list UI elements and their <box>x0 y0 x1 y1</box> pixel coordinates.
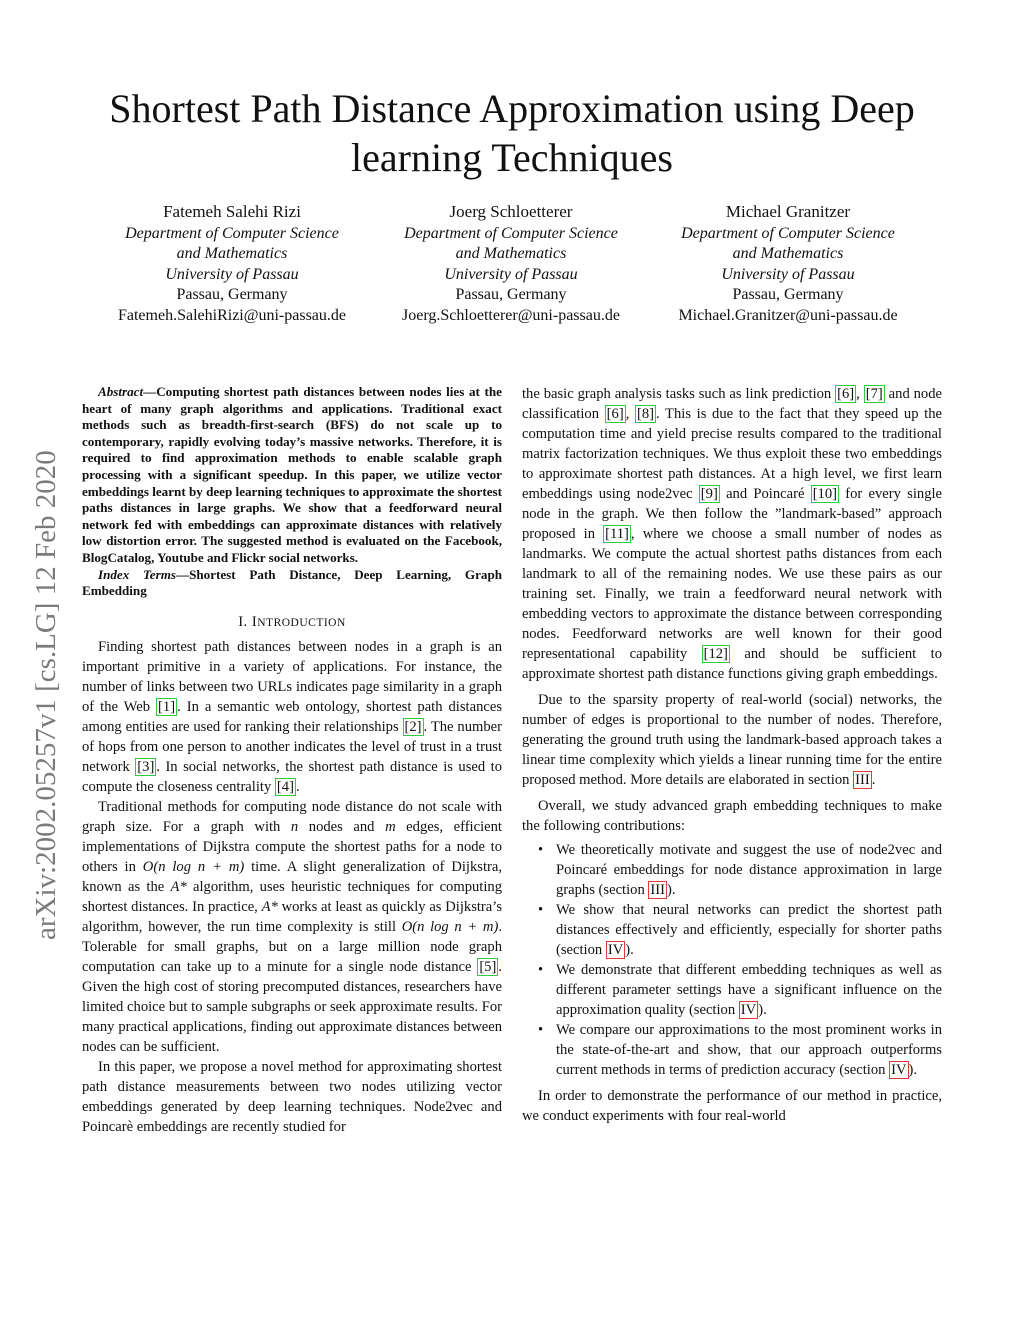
contribution-item: • We demonstrate that different embedding techniques as well as different parameter settings have a significant influence on the approximation quality (section IV ). <box>556 960 942 1020</box>
citation-link[interactable]: [6] <box>606 406 624 422</box>
citation-link[interactable]: [12] <box>703 646 728 662</box>
abstract-label: Abstract <box>98 384 144 399</box>
author-block-1 <box>97 202 367 327</box>
citation-link[interactable]: [9] <box>700 486 718 502</box>
intro-paragraph-3: In this paper, we propose a novel method for approximating shortest path distance measurements between two nodes utilizing vector embeddings generated by deep learning techniques. Node2vec and Poincarè embeddings are recently studied for <box>82 1058 502 1135</box>
contribution-item: • We compare our approximations to the most prominent works in the state-of-the-art and show, that our approach outperforms current methods in terms of prediction accuracy (section IV ). <box>556 1020 942 1080</box>
section-reference-link[interactable]: IV <box>891 1062 907 1078</box>
citation-link[interactable]: [4] <box>276 778 294 795</box>
author-department-cont: and Mathematics <box>732 245 844 263</box>
section-reference-link[interactable]: IV <box>607 942 624 958</box>
author-email: Michael.Granitzer@uni-passau.de <box>678 306 898 324</box>
abstract-text: —Computing shortest path distances between nodes lies at the heart of many graph algorithms and applications. Traditional exact methods such as breadth-first-search (BFS) do not scale up to contemporary, rapidly evolving today’s massive networks. Therefore, it is required to find approximation methods to enable scalable graph processing with a significant speedup. In this paper, we utilize vector embeddings learnt by deep learning techniques to approximate the shortest paths distances in large graphs. We show that a feedforward neural network fed with embeddings can approximate distances with relatively low distortion error. The suggested method is evaluated on the Facebook, BlogCatalog, Youtube and Flickr social networks. <box>82 384 502 565</box>
intro-paragraph-1: Finding shortest path distances between nodes in a graph is an important primitive in a variety of applications. For instance, the number of links between two URLs indicates page similarity in a graph of the Web [1] . In a semantic web ontology, shortest path distances among entities are used for ranking their relationships [2] . The number of hops from one person to another indicates the level of trust in a trust network [3] . In social networks, the shortest path distance is used to compute the closeness centrality [4] . <box>82 638 502 795</box>
author-city: Passau, Germany <box>176 286 288 304</box>
intro-paragraph-6: In order to demonstrate the performance of our method in practice, we conduct experiments with four real-world <box>522 1088 942 1124</box>
citation-link[interactable]: [5] <box>479 958 497 975</box>
author-name: Fatemeh Salehi Rizi <box>163 202 301 221</box>
author-block-2 <box>376 202 646 327</box>
author-department: Department of Computer Science <box>404 224 618 242</box>
author-email: Fatemeh.SalehiRizi@uni-passau.de <box>117 306 346 324</box>
author-name: Joerg Schloetterer <box>449 202 573 221</box>
author-department-cont: and Mathematics <box>455 245 567 263</box>
index-terms <box>82 567 502 600</box>
citation-link[interactable]: [6] <box>837 386 855 402</box>
index-terms-text: —Shortest Path Distance, Deep Learning, Graph Embedding <box>82 566 503 599</box>
complexity-formula: O(n log n + m) <box>401 918 499 935</box>
intro-paragraph-4: Due to the sparsity property of real-world (social) networks, the number of edges is proportional to the number of nodes. Therefore, generating the ground truth using the landmark-based approach takes a linear time complexity which yields a linear running time for the entire proposed method. More details are elaborated in section III . <box>522 692 942 788</box>
citation-link[interactable]: [7] <box>865 386 883 402</box>
intro-paragraph-3-continued: the basic graph analysis tasks such as link prediction [6] , [7] and node classification [6] , [8] . This is due to the fact that they speed up the computation time and yield precise results compared to the traditional matrix factorization techniques. We thus exploit these two embeddings to approximate shortest path distances. At a high level, we first learn embeddings using node2vec [9] and Poincaré [10] for every single node in the graph. We then follow the ”landmark-based” approach proposed in [11] , where we choose a small number of nodes as landmarks. We compute the actual shortest paths distances from each landmark to all of the remaining nodes. We use these pairs as our training set. Finally, we train a feedforward neural network with embedding vectors to approximate the distance between corresponding nodes. Feedforward networks are well known for their good representational capability [12] and should be sufficient to approximate shortest path distance functions giving graph embeddings. <box>522 386 943 682</box>
author-name: Michael Granitzer <box>725 202 851 221</box>
author-email: Joerg.Schloetterer@uni-passau.de <box>402 306 620 324</box>
right-column <box>522 384 942 1126</box>
author-university: University of Passau <box>444 265 578 283</box>
intro-paragraph-5: Overall, we study advanced graph embedding techniques to make the following contributions: <box>522 798 942 834</box>
abstract <box>82 384 502 567</box>
complexity-formula: O(n log n + m) <box>142 858 245 875</box>
paper-title: Shortest Path Distance Approximation using Deep learning Techniques <box>109 86 915 180</box>
citation-link[interactable]: [1] <box>158 698 176 715</box>
left-column <box>82 384 502 1137</box>
author-department: Department of Computer Science <box>125 224 339 242</box>
citation-link[interactable]: [2] <box>404 718 422 735</box>
intro-paragraph-2: Traditional methods for computing node distance do not scale with graph size. For a graph with n nodes and m edges, efficient implementations of Dijkstra compute the shortest paths for a node to others in O(n log n + m) time. A slight generalization of Dijkstra, known as the A* algorithm, uses heuristic techniques for computing shortest distances. In practice, A* works at least as quickly as Dijkstra’s algorithm, however, the run time complexity is still O(n log n + m). Tolerable for small graphs, but on a large million node graph computation can take up to a minute for a single node distance [5] . Given the high cost of storing precomputed distances, researchers have limited choice but to sample subgraphs or seek approximate results. For many practical applications, finding out approximate distances between nodes can be sufficient. <box>82 798 502 1055</box>
author-city: Passau, Germany <box>732 286 844 304</box>
author-city: Passau, Germany <box>455 286 567 304</box>
citation-link[interactable]: [11] <box>605 526 629 542</box>
arxiv-identifier: arXiv:2002.05257v1 [cs.LG] 12 Feb 2020 <box>30 450 62 940</box>
author-university: University of Passau <box>721 265 855 283</box>
index-terms-label: Index Terms <box>98 566 176 582</box>
author-block-3 <box>653 202 923 327</box>
author-department: Department of Computer Science <box>681 224 895 242</box>
contribution-item: • We theoretically motivate and suggest the use of node2vec and Poincaré embeddings for node distance approximation in large graphs (section III ). <box>556 840 942 900</box>
section-reference-link[interactable]: III <box>650 882 665 898</box>
contributions-list <box>522 840 942 1080</box>
contribution-item: • We show that neural networks can predict the shortest path distances effectively and efficiently, especially for shorter paths (section IV ). <box>556 900 942 960</box>
section-reference-link[interactable]: IV <box>740 1002 757 1018</box>
author-department-cont: and Mathematics <box>176 245 288 263</box>
citation-link[interactable]: [8] <box>636 406 655 422</box>
author-university: University of Passau <box>165 265 299 283</box>
section-reference-link[interactable]: III <box>855 772 870 788</box>
section-heading-introduction: I. INTRODUCTION <box>238 613 346 630</box>
citation-link[interactable]: [10] <box>812 486 838 502</box>
citation-link[interactable]: [3] <box>137 758 155 775</box>
